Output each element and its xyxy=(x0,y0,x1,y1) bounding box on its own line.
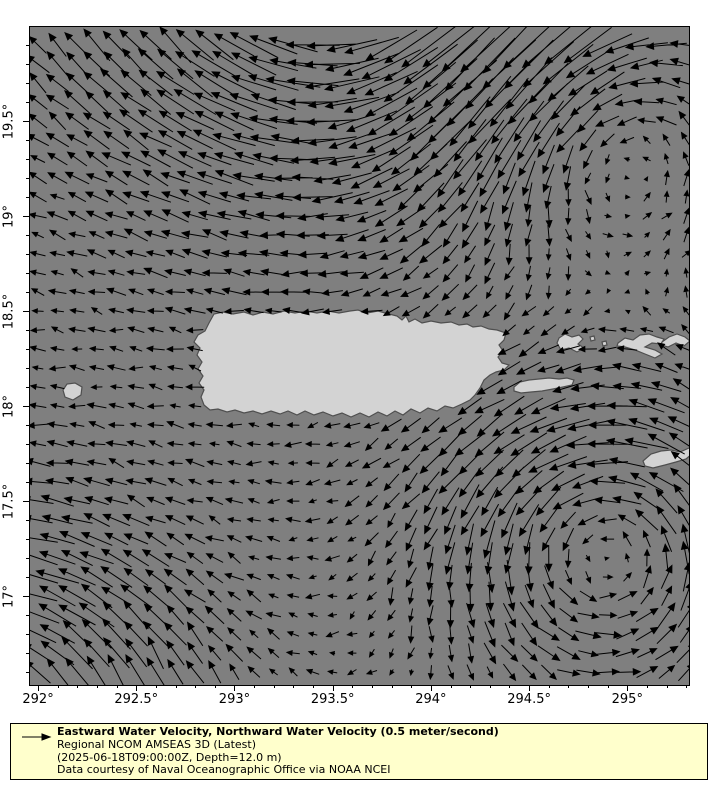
y-minor-tick xyxy=(26,140,29,141)
x-minor-tick xyxy=(608,685,609,688)
y-tick-label: 19.5° xyxy=(1,103,17,140)
x-minor-tick xyxy=(686,685,687,688)
x-minor-tick xyxy=(313,685,314,688)
x-minor-tick xyxy=(392,685,393,688)
y-tick-label: 17.5° xyxy=(1,483,17,520)
x-tick-label: 294° xyxy=(415,692,447,707)
legend-box xyxy=(10,723,708,780)
y-major-tick xyxy=(23,501,29,502)
x-minor-tick xyxy=(549,685,550,688)
y-minor-tick xyxy=(26,102,29,103)
y-minor-tick xyxy=(26,292,29,293)
x-tick-label: 292° xyxy=(22,692,54,707)
x-minor-tick xyxy=(215,685,216,688)
y-minor-tick xyxy=(26,444,29,445)
x-minor-tick xyxy=(176,685,177,688)
y-tick-label: 19° xyxy=(1,205,17,229)
y-minor-tick xyxy=(26,482,29,483)
y-minor-tick xyxy=(26,425,29,426)
legend-dataset: Regional NCOM AMSEAS 3D (Latest) xyxy=(57,737,256,751)
x-minor-tick xyxy=(97,685,98,688)
legend-text xyxy=(57,726,499,777)
y-tick-label: 18° xyxy=(1,395,17,419)
y-major-tick xyxy=(23,596,29,597)
map-frame xyxy=(29,26,690,686)
x-minor-tick xyxy=(352,685,353,688)
y-major-tick xyxy=(23,216,29,217)
y-minor-tick xyxy=(26,387,29,388)
x-minor-tick xyxy=(588,685,589,688)
x-major-tick xyxy=(529,685,530,691)
x-minor-tick xyxy=(117,685,118,688)
cay-2-island xyxy=(602,341,607,346)
x-minor-tick xyxy=(451,685,452,688)
cay-1-island xyxy=(590,336,595,341)
y-tick-label: 17° xyxy=(1,585,17,609)
x-minor-tick xyxy=(411,685,412,688)
x-minor-tick xyxy=(274,685,275,688)
x-major-tick xyxy=(234,685,235,691)
legend-time-depth: (2025-06-18T09:00:00Z, Depth=12.0 m) xyxy=(57,750,282,764)
x-major-tick xyxy=(431,685,432,691)
y-minor-tick xyxy=(26,672,29,673)
ocean-current-map xyxy=(30,27,689,685)
y-minor-tick xyxy=(26,235,29,236)
y-major-tick xyxy=(23,406,29,407)
y-major-tick xyxy=(23,311,29,312)
x-minor-tick xyxy=(156,685,157,688)
y-minor-tick xyxy=(26,634,29,635)
y-minor-tick xyxy=(26,463,29,464)
y-minor-tick xyxy=(26,330,29,331)
x-tick-label: 293° xyxy=(218,692,251,707)
x-tick-label: 293.5° xyxy=(310,692,355,707)
y-minor-tick xyxy=(26,653,29,654)
x-minor-tick xyxy=(254,685,255,688)
y-minor-tick xyxy=(26,273,29,274)
y-minor-tick xyxy=(26,83,29,84)
y-minor-tick xyxy=(26,159,29,160)
y-minor-tick xyxy=(26,349,29,350)
x-major-tick xyxy=(136,685,137,691)
y-minor-tick xyxy=(26,254,29,255)
x-minor-tick xyxy=(372,685,373,688)
x-minor-tick xyxy=(195,685,196,688)
x-tick-label: 292.5° xyxy=(114,692,159,707)
x-major-tick xyxy=(38,685,39,691)
x-major-tick xyxy=(627,685,628,691)
y-tick-label: 18.5° xyxy=(1,293,17,330)
y-minor-tick xyxy=(26,577,29,578)
x-minor-tick xyxy=(470,685,471,688)
x-minor-tick xyxy=(58,685,59,688)
x-minor-tick xyxy=(667,685,668,688)
x-minor-tick xyxy=(293,685,294,688)
x-minor-tick xyxy=(77,685,78,688)
x-major-tick xyxy=(333,685,334,691)
y-minor-tick xyxy=(26,45,29,46)
x-tick-label: 294.5° xyxy=(507,692,551,707)
y-minor-tick xyxy=(26,178,29,179)
x-tick-label: 295° xyxy=(611,692,643,707)
reference-arrow-icon xyxy=(22,732,52,742)
y-minor-tick xyxy=(26,558,29,559)
legend-title: Eastward Water Velocity, Northward Water Velocity (0.5 meter/second) xyxy=(57,725,499,738)
y-minor-tick xyxy=(26,520,29,521)
y-minor-tick xyxy=(26,64,29,65)
x-minor-tick xyxy=(490,685,491,688)
y-minor-tick xyxy=(26,539,29,540)
x-minor-tick xyxy=(647,685,648,688)
x-minor-tick xyxy=(509,685,510,688)
y-major-tick xyxy=(23,121,29,122)
y-minor-tick xyxy=(26,197,29,198)
x-minor-tick xyxy=(568,685,569,688)
puerto-rico-island xyxy=(194,310,509,417)
y-minor-tick xyxy=(26,615,29,616)
y-minor-tick xyxy=(26,368,29,369)
legend-credit: Data courtesy of Naval Oceanographic Office via NOAA NCEI xyxy=(57,763,391,777)
